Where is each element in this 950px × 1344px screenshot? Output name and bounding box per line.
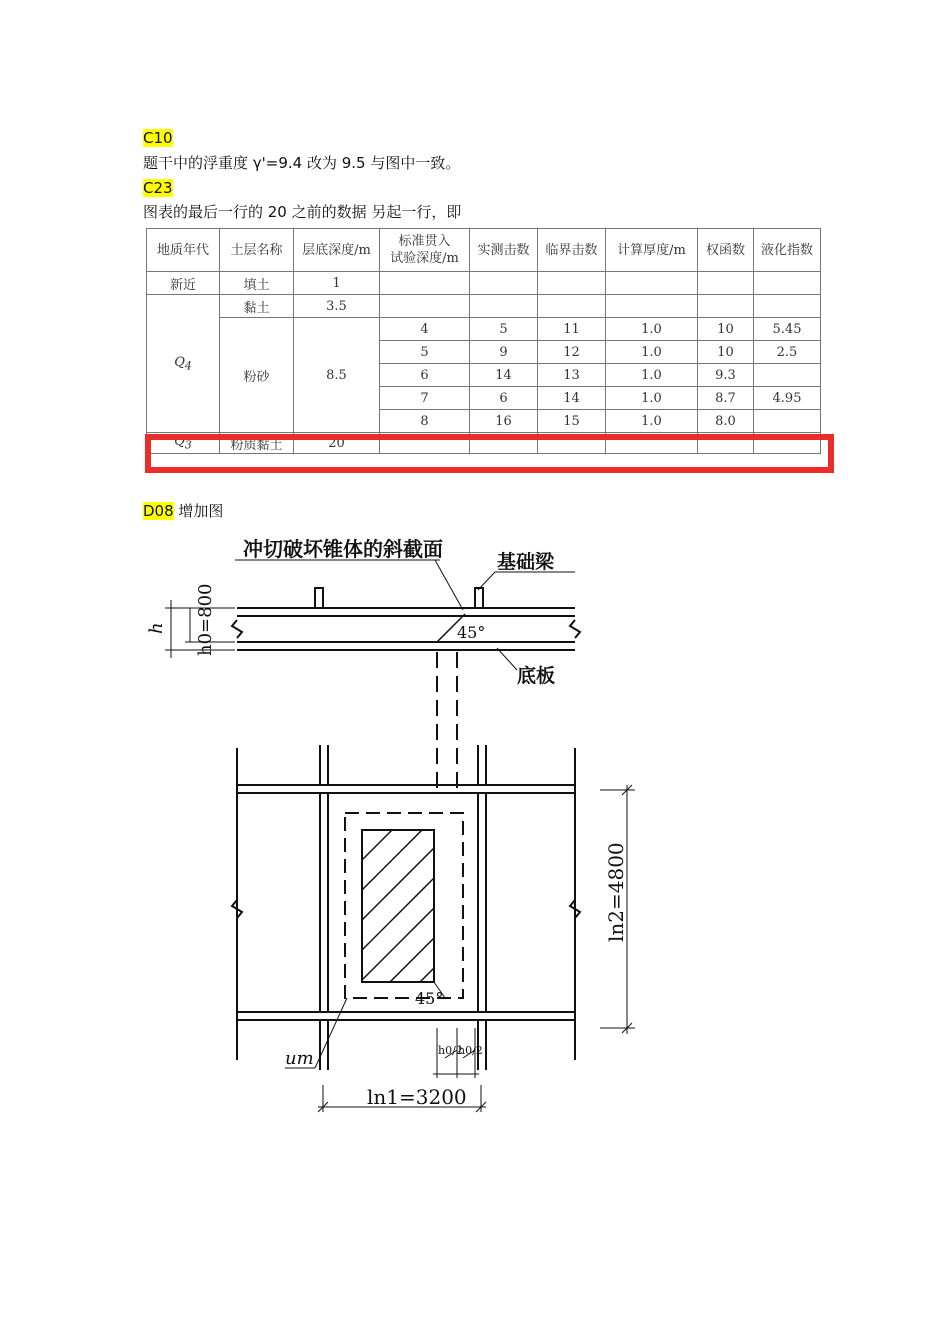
- cell: 9.3: [698, 364, 754, 387]
- cell: 15: [538, 410, 606, 433]
- h0-label: h0=800: [195, 583, 216, 656]
- cell: 5: [380, 341, 470, 364]
- soil-liquefaction-table: [146, 228, 821, 454]
- cell: 4: [380, 318, 470, 341]
- col-header: 层底深度/m: [294, 229, 380, 272]
- cell-soil: 粉砂: [220, 318, 294, 433]
- cell: 14: [470, 364, 538, 387]
- cell: 8.7: [698, 387, 754, 410]
- col-header: 实测击数: [470, 229, 538, 272]
- note-tag-c23: C23: [143, 179, 173, 197]
- cell-depth: 20: [294, 433, 380, 454]
- cell: 5: [470, 318, 538, 341]
- cell-depth: 3.5: [294, 295, 380, 318]
- beam-label: 基础梁: [497, 551, 555, 573]
- table-row: [147, 295, 821, 318]
- note-tag-c10: C10: [143, 129, 173, 147]
- cell-depth: 8.5: [294, 318, 380, 433]
- cell: 8: [380, 410, 470, 433]
- cell: 8.0: [698, 410, 754, 433]
- table-row: [147, 318, 821, 341]
- cell-soil: 粉质黏土: [220, 433, 294, 454]
- ln2-label: ln2=4800: [604, 842, 628, 942]
- col-header: 土层名称: [220, 229, 294, 272]
- highlight-box: [145, 434, 834, 473]
- note-c10-text: 题干中的浮重度 γ'=9.4 改为 9.5 与图中一致。: [143, 154, 461, 172]
- table-row: [147, 272, 821, 295]
- cell-age: 新近: [147, 272, 220, 295]
- cell: 1.0: [606, 364, 698, 387]
- cell: 6: [380, 364, 470, 387]
- col-header: 地质年代: [147, 229, 220, 272]
- cell: 14: [538, 387, 606, 410]
- note-d08: D08 增加图: [143, 502, 224, 520]
- cell-soil: 填土: [220, 272, 294, 295]
- um-label: um: [285, 1048, 314, 1069]
- cell-age: $Q_4$: [147, 295, 220, 433]
- ln1-label: ln1=3200: [367, 1085, 467, 1109]
- cell: [754, 410, 821, 433]
- col-header: 标准贯入 试验深度/m: [380, 229, 470, 272]
- table-header-row: [147, 229, 821, 272]
- cell: 12: [538, 341, 606, 364]
- cell: 1.0: [606, 387, 698, 410]
- cell: 13: [538, 364, 606, 387]
- cell: 1.0: [606, 318, 698, 341]
- cell: 9: [470, 341, 538, 364]
- cell: 10: [698, 341, 754, 364]
- angle-label-plan: 45°: [415, 989, 444, 1008]
- cell: 1.0: [606, 410, 698, 433]
- cell: [754, 364, 821, 387]
- h0-half-label-right: h0/2: [458, 1044, 483, 1057]
- angle-label-section: 45°: [457, 623, 486, 642]
- cell: 5.45: [754, 318, 821, 341]
- figure-title: 冲切破坏锥体的斜截面: [243, 537, 443, 561]
- punching-shear-figure: [145, 530, 645, 1120]
- cell: 6: [470, 387, 538, 410]
- col-header: 临界击数: [538, 229, 606, 272]
- note-c23-text: 图表的最后一行的 20 之前的数据 另起一行，即: [143, 203, 462, 221]
- cell: 10: [698, 318, 754, 341]
- col-header: 计算厚度/m: [606, 229, 698, 272]
- cell: 7: [380, 387, 470, 410]
- cell: 4.95: [754, 387, 821, 410]
- cell: 2.5: [754, 341, 821, 364]
- col-header: 液化指数: [754, 229, 821, 272]
- cell-soil: 黏土: [220, 295, 294, 318]
- h0-half-label-left: h0/2: [438, 1044, 463, 1057]
- cell: 1.0: [606, 341, 698, 364]
- cell-age: $Q_3$: [147, 433, 220, 454]
- cell-depth: 1: [294, 272, 380, 295]
- cell: 11: [538, 318, 606, 341]
- h-label: h: [146, 622, 167, 634]
- slab-label: 底板: [517, 665, 556, 687]
- col-header: 权函数: [698, 229, 754, 272]
- cell: 16: [470, 410, 538, 433]
